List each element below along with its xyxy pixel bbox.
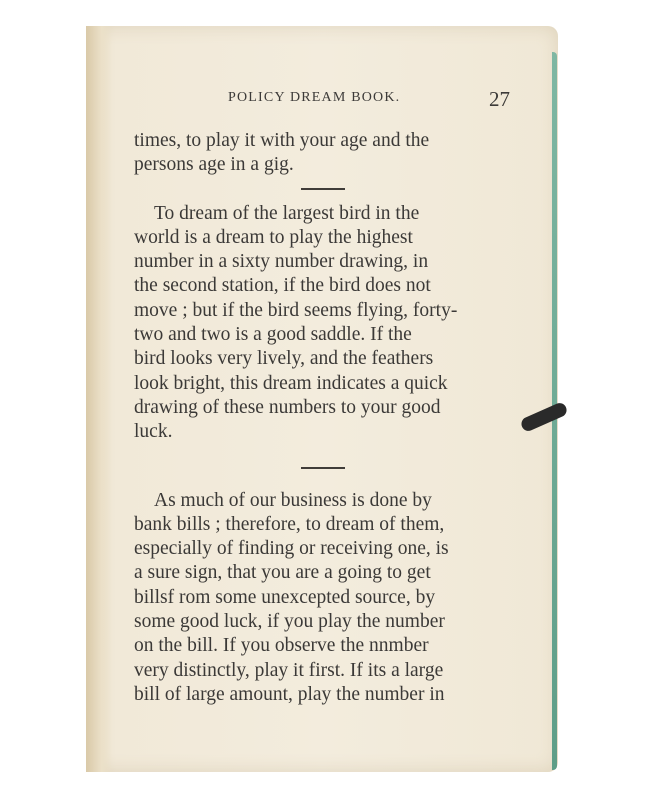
text-line: persons age in a gig.	[134, 154, 294, 176]
paragraph	[134, 202, 512, 445]
text-line: To dream of the largest bird in the	[154, 202, 420, 224]
text-line: some good luck, if you play the number	[134, 611, 445, 633]
paragraph	[134, 489, 512, 708]
facing-page-bleed	[88, 120, 104, 720]
text-line: bank bills ; therefore, to dream of them,	[134, 513, 445, 535]
running-title: POLICY DREAM BOOK.	[228, 90, 401, 105]
text-line: a sure sign, that you are a going to get	[134, 562, 431, 584]
text-line: very distinctly, play it first. If its a large	[134, 659, 444, 681]
text-line: billsf rom some unexcepted source, by	[134, 586, 436, 608]
text-line: two and two is a good saddle. If the	[134, 324, 412, 346]
text-line: world is a dream to play the highest	[134, 226, 413, 248]
page-text	[134, 129, 512, 707]
text-line: on the bill. If you observe the nnmber	[134, 635, 429, 657]
section-rule	[301, 467, 345, 469]
text-line: bill of large amount, play the number in	[134, 683, 445, 705]
text-line: luck.	[134, 421, 173, 443]
paragraph	[134, 129, 512, 178]
text-line: number in a sixty number drawing, in	[134, 251, 429, 273]
text-line: look bright, this dream indicates a quick	[134, 372, 448, 394]
text-line: As much of our business is done by	[154, 489, 432, 511]
text-line: drawing of these numbers to your good	[134, 396, 441, 418]
text-line: move ; but if the bird seems flying, forty-	[134, 299, 458, 321]
text-line: bird looks very lively, and the feathers	[134, 348, 434, 370]
text-line: times, to play it with your age and the	[134, 130, 430, 151]
text-line: the second station, if the bird does not	[134, 275, 431, 297]
page-number: 27	[489, 87, 510, 111]
section-rule	[301, 188, 345, 190]
text-line: especially of finding or receiving one, is	[134, 538, 449, 560]
